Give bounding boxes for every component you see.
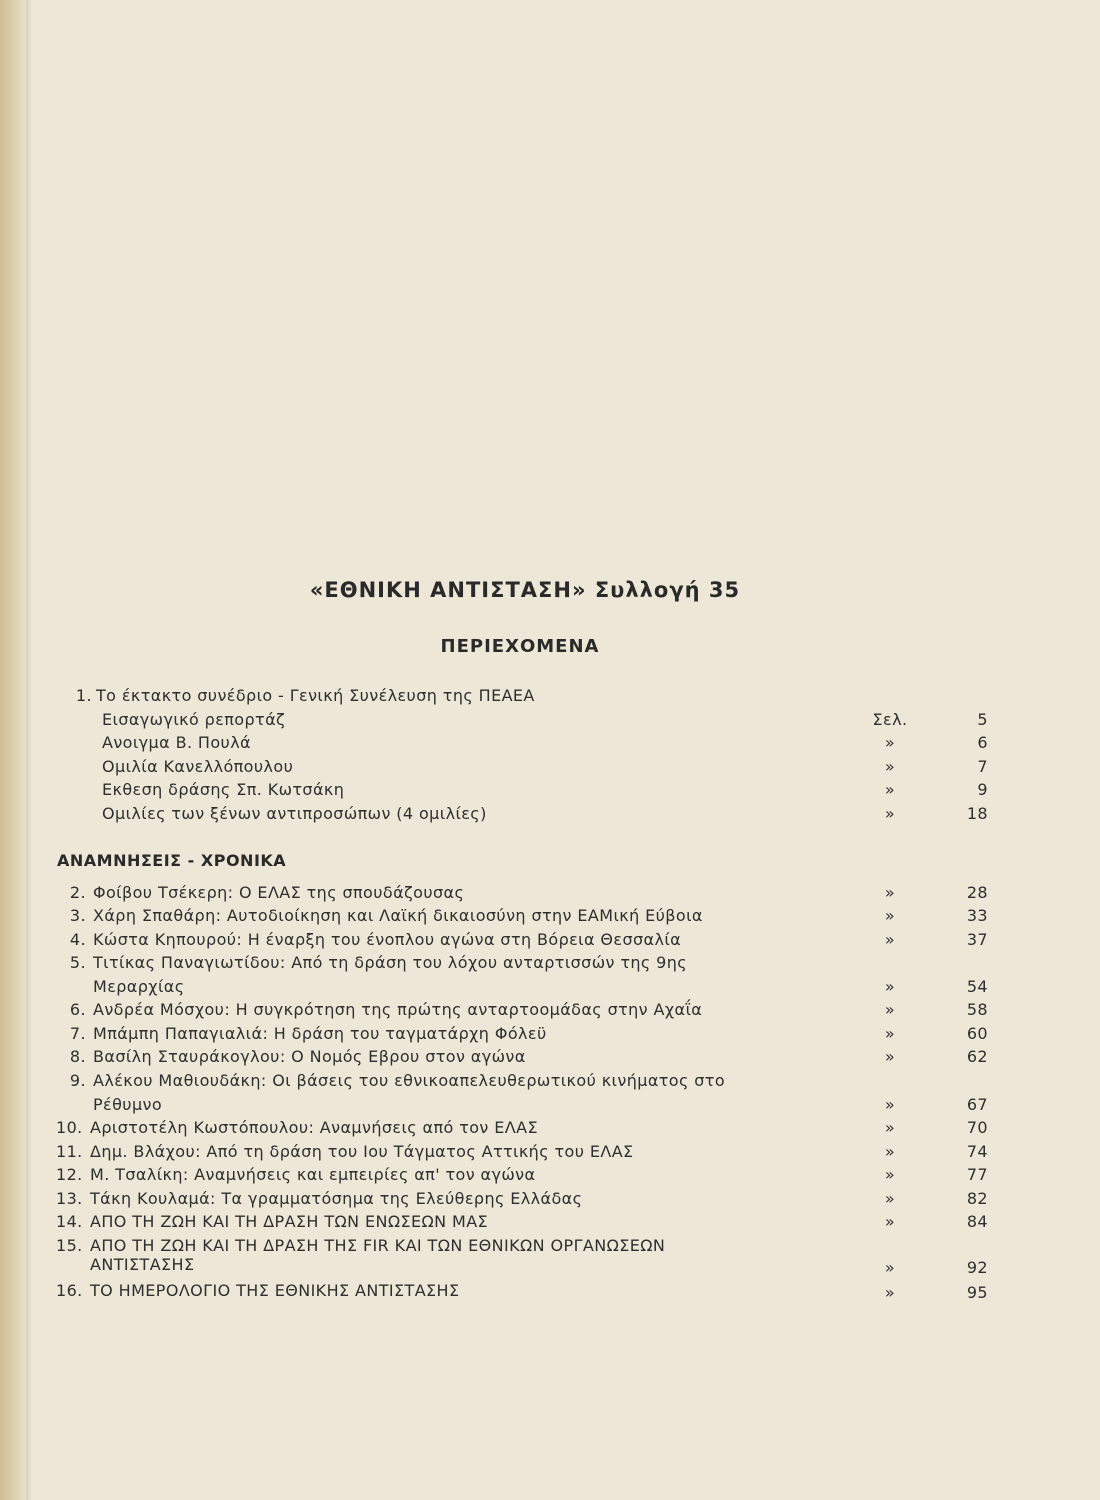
- entry-number: 6.: [69, 1000, 86, 1019]
- entry-number: 3.: [69, 906, 86, 925]
- document-title: «ΕΘΝΙΚΗ ΑΝΤΙΣΤΑΣΗ» Συλλογή 35: [309, 578, 741, 602]
- toc-entry-continuation: [0, 1255, 1100, 1279]
- entry-title: Αλέκου Μαθιουδάκη: Οι βάσεις του εθνικοαπελευθερωτικού κινήματος στο: [93, 1071, 726, 1090]
- page-number: 37: [966, 930, 988, 949]
- page-number: 95: [966, 1283, 988, 1302]
- entry-title: Χάρη Σπαθάρη: Αυτοδιοίκηση και Λαϊκή δικαιοσύνη στην ΕΑΜική Εύβοια: [93, 906, 703, 925]
- entry-number: 16.: [56, 1281, 83, 1300]
- entry-number: 4.: [69, 930, 86, 949]
- subentry-title: Ομιλίες των ξένων αντιπροσώπων (4 ομιλίες): [102, 804, 487, 823]
- page-number: 62: [966, 1047, 988, 1066]
- subentry-title: Ανοιγμα Β. Πουλά: [102, 733, 252, 752]
- page-number: 28: [966, 883, 988, 902]
- toc-entry: [0, 1118, 1100, 1142]
- page-number: 70: [966, 1118, 988, 1137]
- ditto-mark: »: [884, 906, 896, 925]
- page-number: 84: [966, 1212, 988, 1231]
- toc-entry: [0, 1281, 1100, 1305]
- toc-entry: [0, 1165, 1100, 1189]
- toc-subentry: [0, 710, 1100, 734]
- entry-number: 5.: [69, 953, 86, 972]
- ditto-mark: »: [884, 1024, 896, 1043]
- ditto-mark: »: [884, 1047, 896, 1066]
- entry-title-continuation: ΑΝΤΙΣΤΑΣΗΣ: [90, 1255, 195, 1274]
- toc-entry: [0, 1000, 1100, 1024]
- entry-number: 7.: [69, 1024, 86, 1043]
- entry-title: Μ. Τσαλίκη: Αναμνήσεις και εμπειρίες απ' τον αγώνα: [90, 1165, 536, 1184]
- entry-title: Μπάμπη Παπαγιαλιά: Η δράση του ταγματάρχη Φόλεϋ: [93, 1024, 547, 1043]
- page-number: 67: [966, 1095, 988, 1114]
- entry-title: Αριστοτέλη Κωστόπουλου: Αναμνήσεις από τον ΕΛΑΣ: [90, 1118, 538, 1137]
- contents-heading: ΠΕΡΙΕΧΟΜΕΝΑ: [440, 636, 600, 657]
- page-number: 60: [966, 1024, 988, 1043]
- toc-entry: [0, 953, 1100, 977]
- ditto-mark: »: [884, 930, 896, 949]
- toc-entry: [0, 930, 1100, 954]
- page-number: 92: [966, 1258, 988, 1277]
- entry-number: 13.: [56, 1189, 83, 1208]
- ditto-mark: »: [884, 1165, 896, 1184]
- page-number: 18: [966, 804, 988, 823]
- ditto-mark: »: [884, 1258, 896, 1277]
- entry-number: 9.: [69, 1071, 86, 1090]
- ditto-mark: »: [884, 977, 896, 996]
- entry-number: 12.: [56, 1165, 83, 1184]
- subentry-title: Ομιλία Κανελλόπουλου: [102, 757, 294, 776]
- entry-title: Κώστα Κηπουρού: Η έναρξη του ένοπλου αγώνα στη Βόρεια Θεσσαλία: [93, 930, 682, 949]
- toc-entry: [0, 1142, 1100, 1166]
- toc-subentry: [0, 780, 1100, 804]
- toc-entry: [0, 1071, 1100, 1095]
- entry-title-continuation: Μεραρχίας: [93, 977, 185, 996]
- entry-number: 8.: [69, 1047, 86, 1066]
- ditto-mark: »: [884, 1118, 896, 1137]
- ditto-mark: »: [884, 1095, 896, 1114]
- toc-entry-continuation: [0, 1095, 1100, 1119]
- entry-title: Ανδρέα Μόσχου: Η συγκρότηση της πρώτης ανταρτοομάδας στην Αχαΐα: [93, 1000, 703, 1019]
- entry-title: Φοίβου Τσέκερη: Ο ΕΛΑΣ της σπουδάζουσας: [93, 883, 465, 902]
- toc-entry: [0, 1212, 1100, 1236]
- toc-entry: [0, 883, 1100, 907]
- toc-subentry: [0, 757, 1100, 781]
- page-number: 54: [966, 977, 988, 996]
- entry-title: ΑΠΟ ΤΗ ΖΩΗ ΚΑΙ ΤΗ ΔΡΑΣΗ ΤΩΝ ΕΝΩΣΕΩΝ ΜΑΣ: [90, 1212, 489, 1231]
- toc-entry-continuation: [0, 977, 1100, 1001]
- ditto-mark: »: [884, 757, 896, 776]
- toc-entry: [0, 1047, 1100, 1071]
- toc-subentry: [0, 804, 1100, 828]
- section-heading: ΑΝΑΜΝΗΣΕΙΣ - ΧΡΟΝΙΚΑ: [57, 851, 287, 870]
- subentry-title: Εκθεση δράσης Σπ. Κωτσάκη: [102, 780, 345, 799]
- entry-number: 10.: [56, 1118, 83, 1137]
- entry-number: 15.: [56, 1236, 83, 1255]
- ditto-mark: »: [884, 1189, 896, 1208]
- toc-entry-1: [0, 686, 1100, 710]
- toc-entry: [0, 906, 1100, 930]
- ditto-mark: »: [884, 780, 896, 799]
- ditto-mark: »: [884, 1212, 896, 1231]
- toc-subentry: [0, 733, 1100, 757]
- entry-title: Τιτίκας Παναγιωτίδου: Από τη δράση του λόχου ανταρτισσών της 9ης: [93, 953, 688, 972]
- page-number: 7: [977, 757, 988, 776]
- page-number: 74: [966, 1142, 988, 1161]
- entry-title: Τάκη Κουλαμά: Τα γραμματόσημα της Ελεύθερης Ελλάδας: [90, 1189, 583, 1208]
- entry-title: Βασίλη Σταυράκογλου: Ο Νομός Εβρου στον αγώνα: [93, 1047, 526, 1066]
- page-number: 9: [977, 780, 988, 799]
- page-number: 82: [966, 1189, 988, 1208]
- entry-number: 14.: [56, 1212, 83, 1231]
- ditto-mark: »: [884, 804, 896, 823]
- page-number: 6: [977, 733, 988, 752]
- toc-entry: [0, 1024, 1100, 1048]
- entry-title: Δημ. Βλάχου: Από τη δράση του Ιου Τάγματος Αττικής του ΕΛΑΣ: [90, 1142, 634, 1161]
- ditto-mark: »: [884, 1283, 896, 1302]
- entry-title: ΤΟ ΗΜΕΡΟΛΟΓΙΟ ΤΗΣ ΕΘΝΙΚΗΣ ΑΝΤΙΣΤΑΣΗΣ: [90, 1281, 460, 1300]
- subentry-title: Εισαγωγικό ρεπορτάζ: [102, 710, 286, 729]
- page-number: 77: [966, 1165, 988, 1184]
- ditto-mark: »: [884, 1000, 896, 1019]
- entry-number: 2.: [69, 883, 86, 902]
- page-number: 33: [966, 906, 988, 925]
- page-number: 58: [966, 1000, 988, 1019]
- entry-title: Το έκτακτο συνέδριο - Γενική Συνέλευση της ΠΕΑΕΑ: [96, 686, 535, 705]
- page-prefix: Σελ.: [872, 710, 908, 729]
- toc-entry: [0, 1189, 1100, 1213]
- entry-title: ΑΠΟ ΤΗ ΖΩΗ ΚΑΙ ΤΗ ΔΡΑΣΗ ΤΗΣ FIR ΚΑΙ ΤΩΝ ΕΘΝΙΚΩΝ ΟΡΓΑΝΩΣΕΩΝ: [90, 1236, 666, 1255]
- entry-title-continuation: Ρέθυμνο: [93, 1095, 163, 1114]
- page-number: 5: [977, 710, 988, 729]
- ditto-mark: »: [884, 883, 896, 902]
- ditto-mark: »: [884, 1142, 896, 1161]
- entry-number: 11.: [56, 1142, 83, 1161]
- ditto-mark: »: [884, 733, 896, 752]
- entry-number: 1.: [75, 686, 92, 705]
